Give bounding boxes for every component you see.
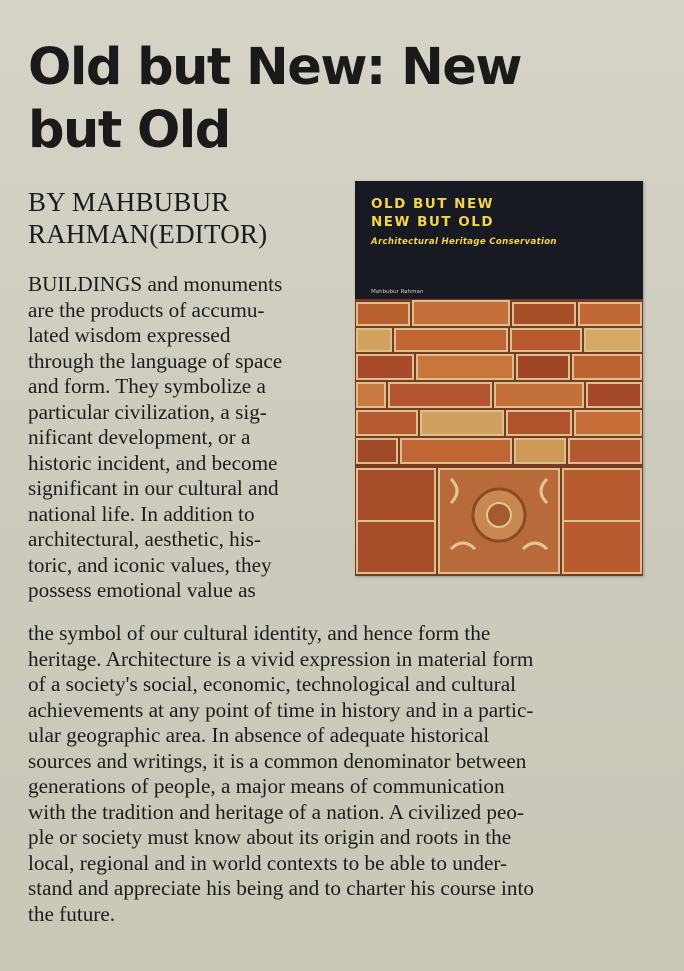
byline-line: BY MAHBUBUR: [28, 187, 230, 217]
body-line: are the products of accumu-: [28, 297, 265, 322]
body-line: particular civilization, a sig-: [28, 399, 267, 424]
cover-author: Mahbubur Rahman: [371, 289, 424, 295]
body-line: with the tradition and heritage of a nation. A civilized peo-: [28, 799, 524, 824]
body-line: heritage. Architecture is a vivid expression in material form: [28, 646, 534, 671]
body-line: the future.: [28, 901, 116, 926]
book-cover-image: [355, 181, 643, 576]
body-line: significant in our cultural and: [28, 476, 279, 500]
byline-line: RAHMAN(EDITOR): [28, 219, 268, 249]
cover-title: [371, 195, 494, 231]
body-line: the symbol of our cultural identity, and hence form the: [28, 621, 491, 645]
body-line: of a society's social, economic, technological and cultural: [28, 672, 517, 696]
cover-title-line: OLD BUT NEW: [371, 196, 495, 212]
body-line: national life. In addition to: [28, 501, 255, 526]
article-byline: [28, 186, 328, 250]
cover-title-line: NEW BUT OLD: [371, 214, 495, 230]
body-line: architectural, aesthetic, his-: [28, 527, 261, 551]
headline-line: Old but New: New: [28, 38, 521, 97]
body-line: sources and writings, it is a common denominator between: [28, 748, 527, 773]
headline-line: but Old: [28, 101, 230, 160]
body-line: nificant development, or a: [28, 425, 251, 449]
body-line: local, regional and in world contexts to be able to under-: [28, 850, 508, 875]
body-line: and form. They symbolize a: [28, 374, 266, 398]
body-line: through the language of space: [28, 348, 283, 373]
article-body-column: [28, 272, 348, 604]
brick-wall-photo: [355, 299, 643, 576]
body-line: BUILDINGS and monuments: [28, 272, 283, 296]
body-line: historic incident, and become: [28, 450, 278, 475]
body-line: lated wisdom expressed: [28, 323, 231, 347]
body-line: toric, and iconic values, they: [28, 552, 272, 577]
body-line: possess emotional value as: [28, 578, 256, 602]
body-line: generations of people, a major means of communication: [28, 774, 505, 798]
body-line: ple or society must know about its origin and roots in the: [28, 825, 512, 849]
body-line: achievements at any point of time in history and in a partic-: [28, 697, 534, 722]
body-line: stand and appreciate his being and to charter his course into: [28, 876, 534, 900]
body-line: ular geographic area. In absence of adequate historical: [28, 723, 490, 747]
article-body-full-width: [28, 621, 658, 927]
article-headline: [28, 36, 628, 162]
cover-subtitle: Architectural Heritage Conservation: [371, 237, 557, 247]
